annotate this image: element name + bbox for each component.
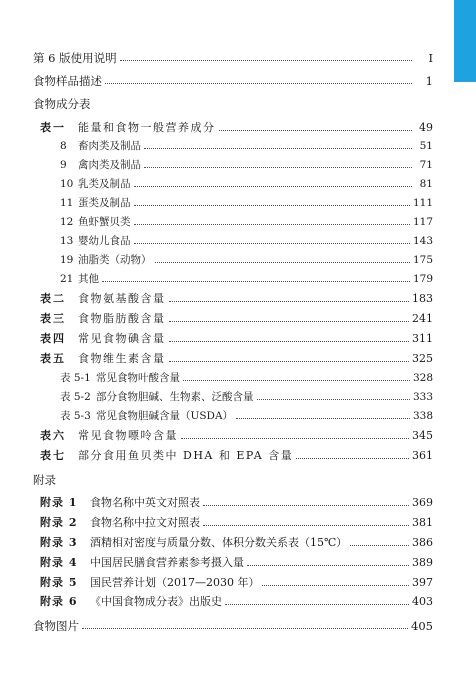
entry-title: 常见食物胆碱含量（USDA）: [96, 410, 234, 422]
entry-page: 386: [412, 536, 433, 549]
entry-title: 禽肉类及制品: [78, 159, 141, 171]
toc-entry-appendix-3[interactable]: [40, 534, 433, 552]
entry-number: 表 5-3: [60, 410, 91, 422]
toc-entry-table-2[interactable]: [40, 290, 433, 308]
dot-leader: [82, 628, 408, 629]
entry-number: 10: [60, 178, 74, 190]
entry-title: 食物氨基酸含量: [78, 292, 166, 305]
dot-leader: [203, 525, 409, 526]
toc-entry-appendix-1[interactable]: [40, 494, 433, 512]
entry-title: 常见食物嘌呤含量: [78, 429, 178, 442]
dot-leader: [169, 361, 410, 362]
toc-entry-food-images[interactable]: [33, 617, 433, 635]
section-heading-composition: 食物成分表: [33, 97, 91, 111]
entry-number: 表四: [40, 332, 66, 345]
toc-entry-appendix-2[interactable]: [40, 514, 433, 532]
entry-page: 51: [419, 140, 433, 152]
entry-title: 部分食物胆碱、生物素、泛酸含量: [96, 391, 254, 403]
entry-page: 345: [412, 429, 433, 442]
entry-number: 附录 2: [40, 516, 78, 529]
toc-entry-table-4[interactable]: [40, 330, 433, 348]
entry-number: 附录 5: [40, 576, 78, 589]
entry-page: I: [428, 51, 433, 65]
entry-title: 《中国食物成分表》出版史: [90, 595, 222, 608]
dot-leader: [183, 380, 410, 381]
entry-page: 111: [412, 197, 433, 209]
entry-page: 117: [412, 216, 433, 228]
dot-leader: [350, 545, 409, 546]
entry-number: 表五: [40, 352, 66, 365]
entry-number: 19: [60, 254, 74, 266]
entry-title: 常见食物碘含量: [78, 332, 166, 345]
toc-entry-appendix-6[interactable]: [40, 593, 433, 611]
entry-page: 179: [412, 273, 433, 285]
entry-title: 部分食用鱼贝类中 DHA 和 EPA 含量: [78, 449, 294, 462]
entry-title: 婴幼儿食品: [78, 235, 131, 247]
dot-leader: [203, 505, 409, 506]
entry-number: 表二: [40, 292, 66, 305]
entry-page: 338: [412, 410, 433, 422]
dot-leader: [169, 341, 410, 342]
dot-leader: [155, 262, 410, 263]
entry-page: 71: [419, 159, 433, 171]
dot-leader: [169, 301, 410, 302]
section-heading-appendix: 附录: [33, 473, 56, 487]
entry-title: 畜肉类及制品: [78, 140, 141, 152]
entry-page: 49: [419, 121, 433, 134]
entry-number: 附录 4: [40, 556, 78, 569]
entry-page: 369: [412, 496, 433, 509]
entry-number: 21: [60, 273, 74, 285]
entry-number: 9: [60, 159, 67, 171]
dot-leader: [134, 186, 413, 187]
entry-number: 表六: [40, 429, 66, 442]
entry-number: 12: [60, 216, 74, 228]
toc-entry-table-5-1[interactable]: [60, 369, 433, 387]
dot-leader: [247, 565, 409, 566]
entry-page: 389: [412, 556, 433, 569]
dot-leader: [262, 585, 409, 586]
toc-entry-table-6[interactable]: [40, 427, 433, 445]
toc-entry-table-5-3[interactable]: [60, 407, 433, 425]
entry-page: 381: [412, 516, 433, 529]
entry-page: 311: [412, 332, 433, 345]
entry-page: 241: [412, 312, 433, 325]
toc-entry-subitem[interactable]: [60, 137, 433, 155]
toc-entry-subitem[interactable]: [60, 213, 433, 231]
entry-title: 其他: [78, 273, 99, 285]
dot-leader: [134, 205, 410, 206]
entry-number: 附录 3: [40, 536, 78, 549]
entry-title: 酒精相对密度与质量分数、体积分数关系表（15℃）: [90, 536, 348, 549]
entry-title: 食物样品描述: [33, 74, 102, 88]
dot-leader: [102, 281, 410, 282]
toc-entry-table-5[interactable]: [40, 350, 433, 368]
entry-title: 食物维生素含量: [78, 352, 166, 365]
entry-page: 361: [412, 449, 433, 462]
entry-page: 328: [412, 372, 433, 384]
entry-number: 附录 6: [40, 595, 78, 608]
entry-page: 1: [425, 74, 433, 88]
dot-leader: [144, 148, 412, 149]
toc-entry-sample-description[interactable]: [33, 72, 433, 90]
entry-page: 397: [412, 576, 433, 589]
entry-page: 325: [412, 352, 433, 365]
entry-number: 表 5-2: [60, 391, 91, 403]
entry-title: 食物名称中拉文对照表: [90, 516, 200, 529]
toc-entry-subitem[interactable]: [60, 270, 433, 288]
toc-entry-subitem[interactable]: [60, 251, 433, 269]
entry-title: 食物脂肪酸含量: [78, 312, 166, 325]
entry-title: 国民营养计划（2017—2030 年）: [90, 576, 260, 589]
entry-page: 403: [412, 595, 433, 608]
dot-leader: [236, 418, 410, 419]
entry-number: 表 5-1: [60, 372, 91, 384]
dot-leader: [105, 83, 412, 84]
dot-leader: [120, 60, 412, 61]
entry-page: 81: [419, 178, 433, 190]
entry-number: 8: [60, 140, 67, 152]
entry-title: 鱼虾蟹贝类: [78, 216, 131, 228]
toc-entry-subitem[interactable]: [60, 194, 433, 212]
entry-title: 中国居民膳食营养素参考摄入量: [90, 556, 244, 569]
dot-leader: [257, 399, 410, 400]
dot-leader: [134, 243, 410, 244]
entry-title: 常见食物叶酸含量: [96, 372, 180, 384]
toc-entry-subitem[interactable]: [60, 156, 433, 174]
entry-title: 食物名称中英文对照表: [90, 496, 200, 509]
entry-number: 表七: [40, 449, 66, 462]
entry-title: 乳类及制品: [78, 178, 131, 190]
entry-title: 油脂类（动物）: [78, 254, 152, 266]
entry-title: 能量和食物一般营养成分: [78, 121, 216, 134]
dot-leader: [181, 438, 409, 439]
dot-leader: [169, 321, 410, 322]
entry-page: 175: [412, 254, 433, 266]
entry-number: 11: [60, 197, 74, 209]
dot-leader: [144, 167, 412, 168]
dot-leader: [225, 604, 409, 605]
toc-entry-appendix-5[interactable]: [40, 574, 433, 592]
entry-page: 405: [411, 619, 433, 633]
dot-leader: [219, 130, 413, 131]
entry-number: 表一: [40, 121, 66, 134]
toc-entry-table-1[interactable]: [40, 119, 433, 137]
entry-page: 333: [412, 391, 433, 403]
dot-leader: [296, 458, 409, 459]
entry-number: 13: [60, 235, 74, 247]
toc-entry-appendix-4[interactable]: [40, 554, 433, 572]
toc-entry-subitem[interactable]: [60, 175, 433, 193]
entry-page: 183: [412, 292, 433, 305]
toc-entry-table-5-2[interactable]: [60, 388, 433, 406]
entry-title: 食物图片: [33, 619, 79, 633]
entry-title: 第 6 版使用说明: [33, 51, 117, 65]
toc-entry-table-3[interactable]: [40, 310, 433, 328]
entry-title: 蛋类及制品: [78, 197, 131, 209]
entry-page: 143: [412, 235, 433, 247]
entry-number: 表三: [40, 312, 66, 325]
toc-entry-table-7[interactable]: [40, 447, 433, 465]
toc-entry-usage-notes[interactable]: [33, 49, 433, 67]
dot-leader: [134, 224, 410, 225]
entry-number: 附录 1: [40, 496, 78, 509]
toc-entry-subitem[interactable]: [60, 232, 433, 250]
